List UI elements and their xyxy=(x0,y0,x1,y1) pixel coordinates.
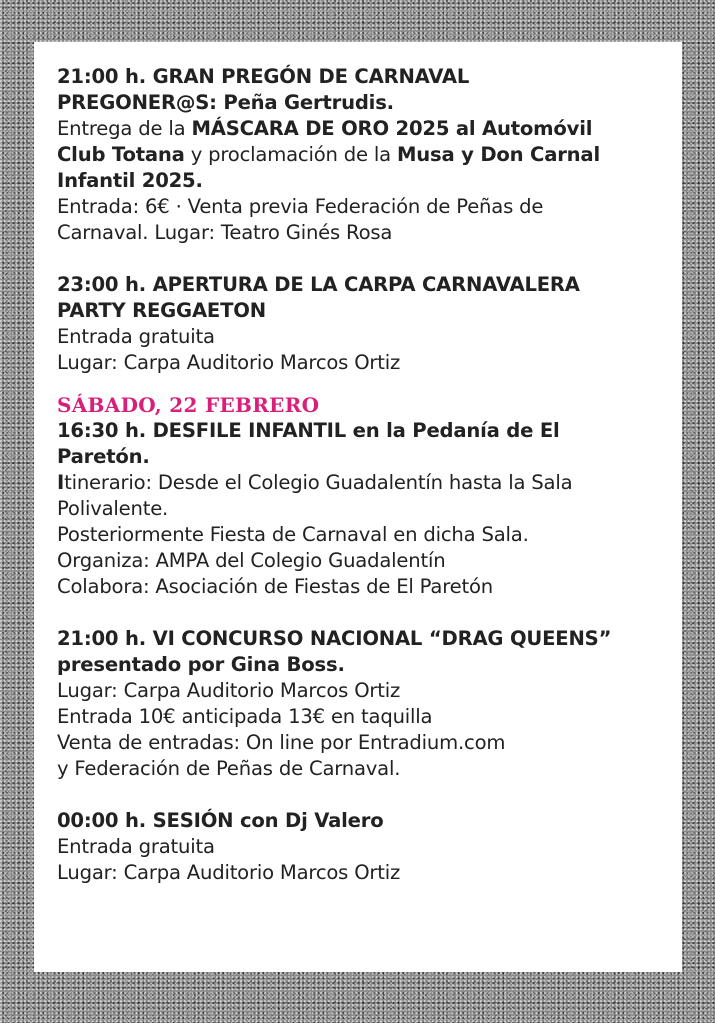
event-detail: Itinerario: Desde el Colegio Guadalentín hasta la Sala xyxy=(57,471,573,494)
event-detail: Polivalente. xyxy=(57,497,169,520)
program-card xyxy=(34,42,682,972)
event-title: 21:00 h. VI CONCURSO NACIONAL “DRAG QUEENS” xyxy=(57,627,612,650)
event-detail: Lugar: Carpa Auditorio Marcos Ortiz xyxy=(57,351,401,374)
event-title: 21:00 h. GRAN PREGÓN DE CARNAVAL xyxy=(57,65,470,88)
event-detail: Posteriormente Fiesta de Carnaval en dicha Sala. xyxy=(57,523,529,546)
event-detail: Infantil 2025. xyxy=(57,169,203,192)
event-title: 23:00 h. APERTURA DE LA CARPA CARNAVALERA xyxy=(57,273,580,296)
event-detail: Carnaval. Lugar: Teatro Ginés Rosa xyxy=(57,221,393,244)
event-drag-queens xyxy=(57,626,662,782)
event-detail: Entrada: 6€ · Venta previa Federación de Peñas de xyxy=(57,195,544,218)
event-carpa xyxy=(57,272,662,376)
event-pregon xyxy=(57,64,662,246)
day-section xyxy=(57,392,662,600)
event-subtitle: PREGONER@S: Peña Gertrudis. xyxy=(57,91,394,114)
event-title: 16:30 h. DESFILE INFANTIL en la Pedanía de El xyxy=(57,419,560,442)
day-heading: SÁBADO, 22 FEBRERO xyxy=(57,393,320,417)
event-dj-session xyxy=(57,808,662,886)
event-detail: Colabora: Asociación de Fiestas de El Paretón xyxy=(57,575,493,598)
event-detail: Lugar: Carpa Auditorio Marcos Ortiz xyxy=(57,861,401,884)
event-detail: Venta de entradas: On line por Entradium.com xyxy=(57,731,506,754)
event-detail: Entrada 10€ anticipada 13€ en taquilla xyxy=(57,705,433,728)
event-detail: Lugar: Carpa Auditorio Marcos Ortiz xyxy=(57,679,401,702)
event-detail: Organiza: AMPA del Colegio Guadalentín xyxy=(57,549,446,572)
event-subtitle: presentado por Gina Boss. xyxy=(57,653,345,676)
event-detail: Entrada gratuita xyxy=(57,835,215,858)
event-title: 00:00 h. SESIÓN con Dj Valero xyxy=(57,809,384,832)
event-detail: Entrada gratuita xyxy=(57,325,215,348)
event-subtitle: Paretón. xyxy=(57,445,150,468)
event-detail: Entrega de la MÁSCARA DE ORO 2025 al Automóvil xyxy=(57,117,593,140)
event-subtitle: PARTY REGGAETON xyxy=(57,299,266,322)
event-detail: Club Totana y proclamación de la Musa y Don Carnal xyxy=(57,143,600,166)
event-detail: y Federación de Peñas de Carnaval. xyxy=(57,757,401,780)
